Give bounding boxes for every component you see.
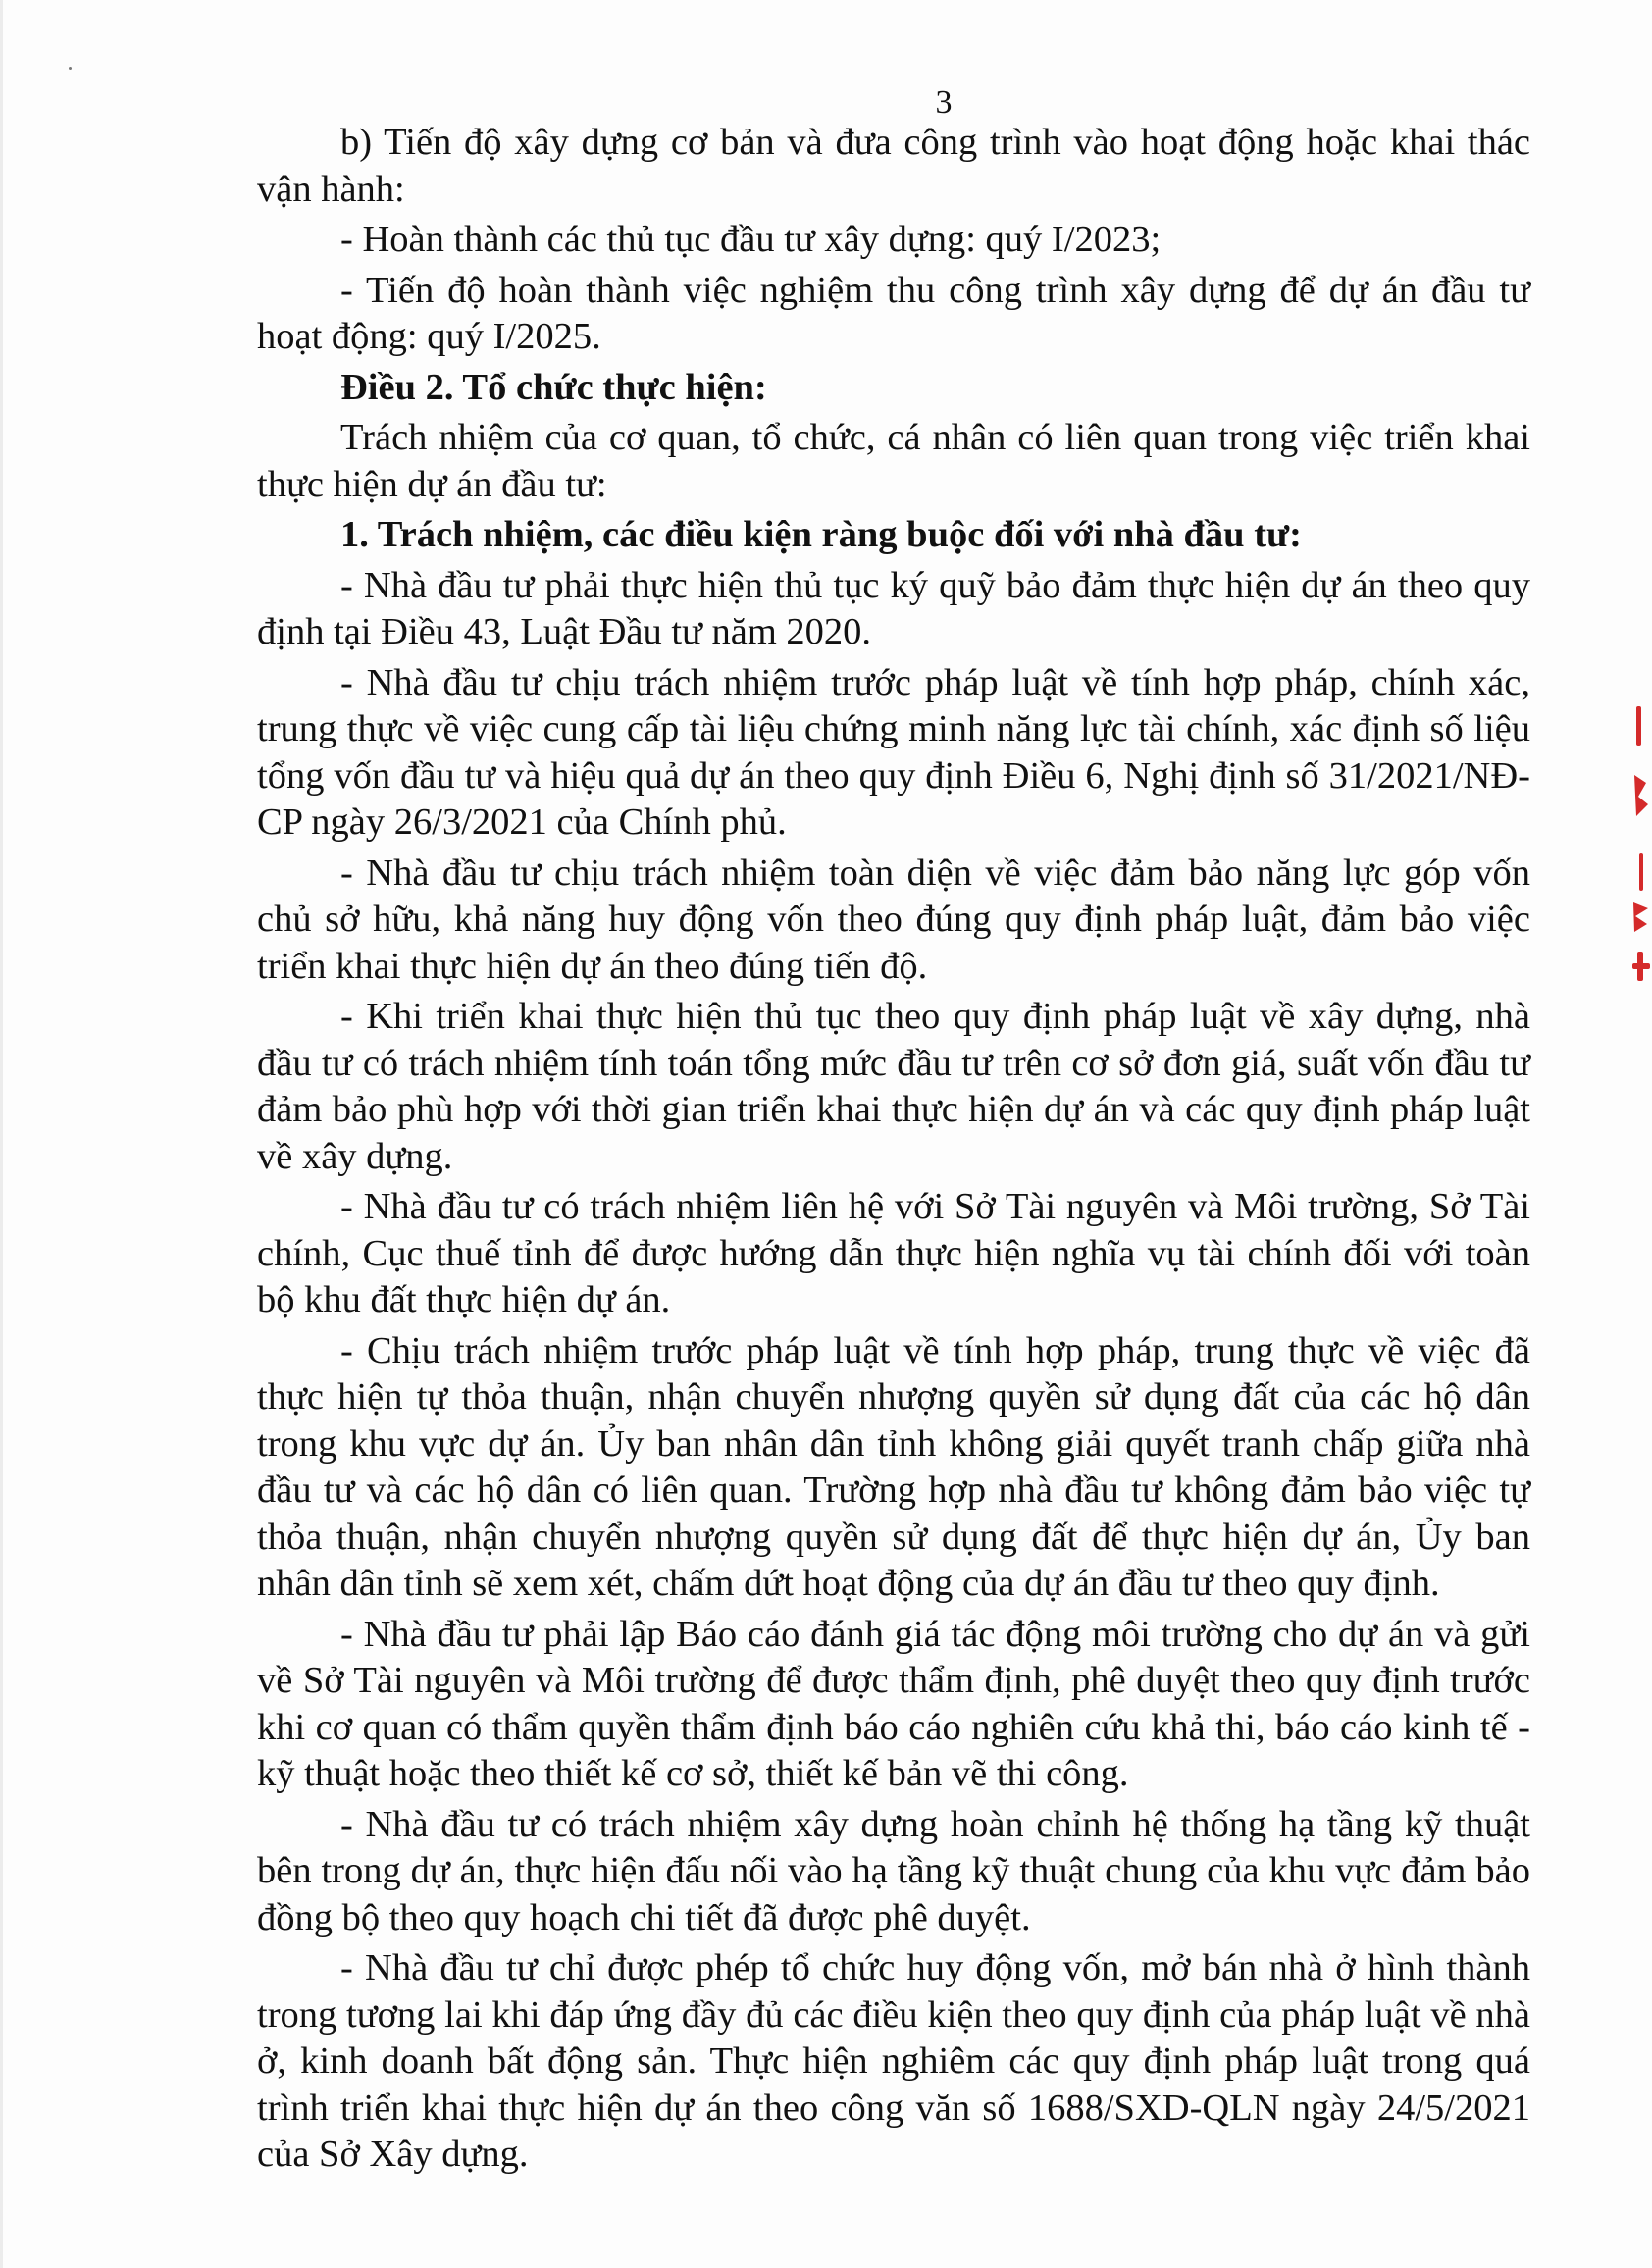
paragraph: - Nhà đầu tư có trách nhiệm xây dựng hoàn chỉnh hệ thống hạ tầng kỹ thuật bên trong dự án, thực hiện đấu nối vào hạ tầng kỹ thuật chung của khu vực đảm bảo đồng bộ theo quy hoạch chi tiết đã được phê duyệt. bbox=[257, 1803, 1530, 1938]
paragraph: - Nhà đầu tư chịu trách nhiệm trước pháp luật về tính hợp pháp, chính xác, trung thực về việc cung cấp tài liệu chứng minh năng lực tài chính, xác định số liệu tổng vốn đầu tư và hiệu quả dự án theo quy định Điều 6, Nghị định số 31/2021/NĐ-CP ngày 26/3/2021 của Chính phủ. bbox=[257, 661, 1530, 843]
paragraph: - Chịu trách nhiệm trước pháp luật về tính hợp pháp, trung thực về việc đã thực hiện tự thỏa thuận, nhận chuyển nhượng quyền sử dụng đất của các hộ dân trong khu vực dự án. Ủy ban nhân dân tỉnh không giải quyết tranh chấp giữa nhà đầu tư và các hộ dân có liên quan. Trường hợp nhà đầu tư không đảm bảo việc tự thỏa thuận, nhận chuyển nhượng quyền sử dụng đất để thực hiện dự án, Ủy ban nhân dân tỉnh sẽ xem xét, chấm dứt hoạt động của dự án đầu tư theo quy định. bbox=[257, 1329, 1530, 1604]
section-heading: Điều 2. Tổ chức thực hiện: bbox=[340, 366, 767, 408]
paragraph: - Nhà đầu tư phải lập Báo cáo đánh giá tác động môi trường cho dự án và gửi về Sở Tài nguyên và Môi trường để được thẩm định, phê duyệt theo quy định trước khi cơ quan có thẩm quyền thẩm định báo cáo nghiên cứu khả thi, báo cáo kinh tế - kỹ thuật hoặc theo thiết kế cơ sở, thiết kế bản vẽ thi công. bbox=[257, 1613, 1530, 1794]
paragraph: - Nhà đầu tư chỉ được phép tổ chức huy động vốn, mở bán nhà ở hình thành trong tương lai khi đáp ứng đầy đủ các điều kiện theo quy định của pháp luật về nhà ở, kinh doanh bất động sản. Thực hiện nghiêm các quy định pháp luật trong quá trình triển khai thực hiện dự án theo công văn số 1688/SXD-QLN ngày 24/5/2021 của Sở Xây dựng. bbox=[257, 1947, 1530, 2175]
paragraph: - Hoàn thành các thủ tục đầu tư xây dựng: quý I/2023; bbox=[340, 219, 1162, 260]
paragraph: - Nhà đầu tư phải thực hiện thủ tục ký quỹ bảo đảm thực hiện dự án theo quy định tại Điều 43, Luật Đầu tư năm 2020. bbox=[257, 564, 1530, 652]
document-body bbox=[257, 120, 1530, 2183]
paragraph: Trách nhiệm của cơ quan, tổ chức, cá nhân có liên quan trong việc triển khai thực hiện dự án đầu tư: bbox=[257, 417, 1530, 505]
paragraph: - Nhà đầu tư có trách nhiệm liên hệ với Sở Tài nguyên và Môi trường, Sở Tài chính, Cục thuế tỉnh để được hướng dẫn thực hiện nghĩa vụ tài chính đối với toàn bộ khu đất thực hiện dự án. bbox=[257, 1186, 1530, 1320]
subsection-heading: 1. Trách nhiệm, các điều kiện ràng buộc đối với nhà đầu tư: bbox=[340, 514, 1302, 555]
scan-speck bbox=[69, 67, 72, 70]
page-number: 3 bbox=[935, 84, 953, 121]
paragraph: b) Tiến độ xây dựng cơ bản và đưa công trình vào hoạt động hoặc khai thác vận hành: bbox=[257, 122, 1530, 210]
margin-stamp-mark bbox=[1630, 706, 1652, 991]
paragraph: - Tiến độ hoàn thành việc nghiệm thu công trình xây dựng để dự án đầu tư hoạt động: quý I/2025. bbox=[257, 269, 1530, 357]
paragraph: - Nhà đầu tư chịu trách nhiệm toàn diện về việc đảm bảo năng lực góp vốn chủ sở hữu, khả năng huy động vốn theo đúng quy định pháp luật, đảm bảo việc triển khai thực hiện dự án theo đúng tiến độ. bbox=[257, 851, 1530, 987]
scan-edge bbox=[0, 0, 3, 2268]
paragraph: - Khi triển khai thực hiện thủ tục theo quy định pháp luật về xây dựng, nhà đầu tư có trách nhiệm tính toán tổng mức đầu tư trên cơ sở đơn giá, suất vốn đầu tư đảm bảo phù hợp với thời gian triển khai thực hiện dự án và các quy định pháp luật về xây dựng. bbox=[257, 996, 1530, 1177]
